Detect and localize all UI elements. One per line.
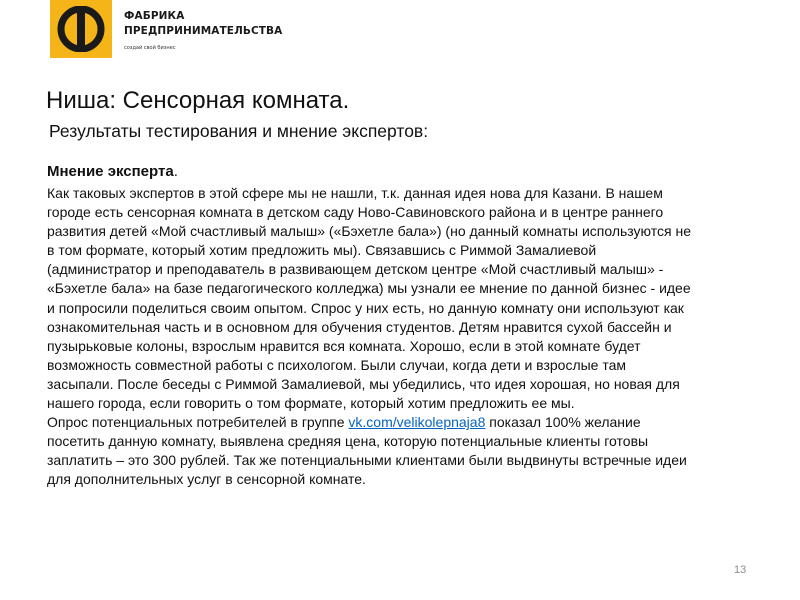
paragraph-line: и попросили поделиться своим опытом. Спрос у них есть, но данную комнату они используют как — [47, 299, 684, 316]
paragraph-line: для дополнительных услуг в сенсорной комнате. — [47, 471, 366, 488]
body-text — [47, 160, 795, 490]
page-number: 13 — [734, 564, 747, 576]
paragraph-line: (администратор и преподаватель в развивающем детском центре «Мой счастливый малыш» - — [47, 261, 664, 278]
expert-heading — [47, 160, 795, 183]
paragraph-line: в том формате, который хотим предложить мы). Связавшись с Риммой Замалиевой — [47, 242, 597, 259]
paragraph-line: пузырьковые колоны, взрослым нравится вся комната. Хорошо, если в этой комнате будет — [47, 337, 641, 354]
logo-badge — [50, 0, 112, 58]
vk-group-link[interactable]: vk.com/velikolepnaja8 — [348, 414, 486, 431]
paragraph-line: развития детей «Мой счастливый малыш» («Бэхетле бала») (но данный комнаты используются не — [47, 223, 691, 240]
paragraph-line: нашего города, если говорить о том формате, который хотим предложить ее мы. — [47, 395, 575, 412]
logo — [50, 0, 283, 58]
logo-title — [124, 9, 282, 39]
paragraph-line: засыпали. После беседы с Риммой Замалиевой, мы убедились, что идея хорошая, но новая для — [47, 375, 680, 392]
survey-suffix: показал 100% желание — [485, 414, 641, 431]
ff-logo-icon — [57, 6, 105, 52]
logo-title-line1: ФАБРИКА — [124, 10, 185, 22]
survey-line — [47, 413, 795, 432]
logo-tagline: создай свой бизнес — [124, 45, 176, 51]
slide-subtitle: Результаты тестирования и мнение экспертов: — [49, 121, 429, 141]
expert-heading-dot: . — [173, 163, 178, 180]
paragraph-line: посетить данную комнату, выявлена средняя цена, которую потенциальные клиенты готовы — [47, 433, 649, 450]
survey-prefix: Опрос потенциальных потребителей в группе — [47, 414, 349, 431]
paragraph-line: городе есть сенсорная комната в детском саду Ново-Савиновского района и в центре раннего — [47, 204, 664, 221]
paragraph-line: ознакомительная часть и в основном для обучения студентов. Детям нравится сухой бассейн и — [47, 318, 672, 335]
logo-title-line2: ПРЕДПРИНИМАТЕЛЬСТВА — [124, 25, 283, 37]
paragraph-line: возможность совместной работы с психологом. Были случаи, когда дети и взрослые там — [47, 356, 627, 373]
paragraph-line: «Бэхетле бала» на базе педагогического колледжа) мы узнали ее мнение по данной бизнес - идее — [47, 280, 691, 297]
paragraph-line: заплатить – это 300 рублей. Так же потенциальными клиентами были выдвинуты встречные идеи — [47, 452, 687, 469]
slide-title: Ниша: Сенсорная комната. — [46, 87, 350, 114]
expert-heading-text: Мнение эксперта — [47, 163, 174, 180]
paragraph-line: Как таковых экспертов в этой сфере мы не нашли, т.к. данная идея нова для Казани. В нашем — [47, 185, 663, 201]
